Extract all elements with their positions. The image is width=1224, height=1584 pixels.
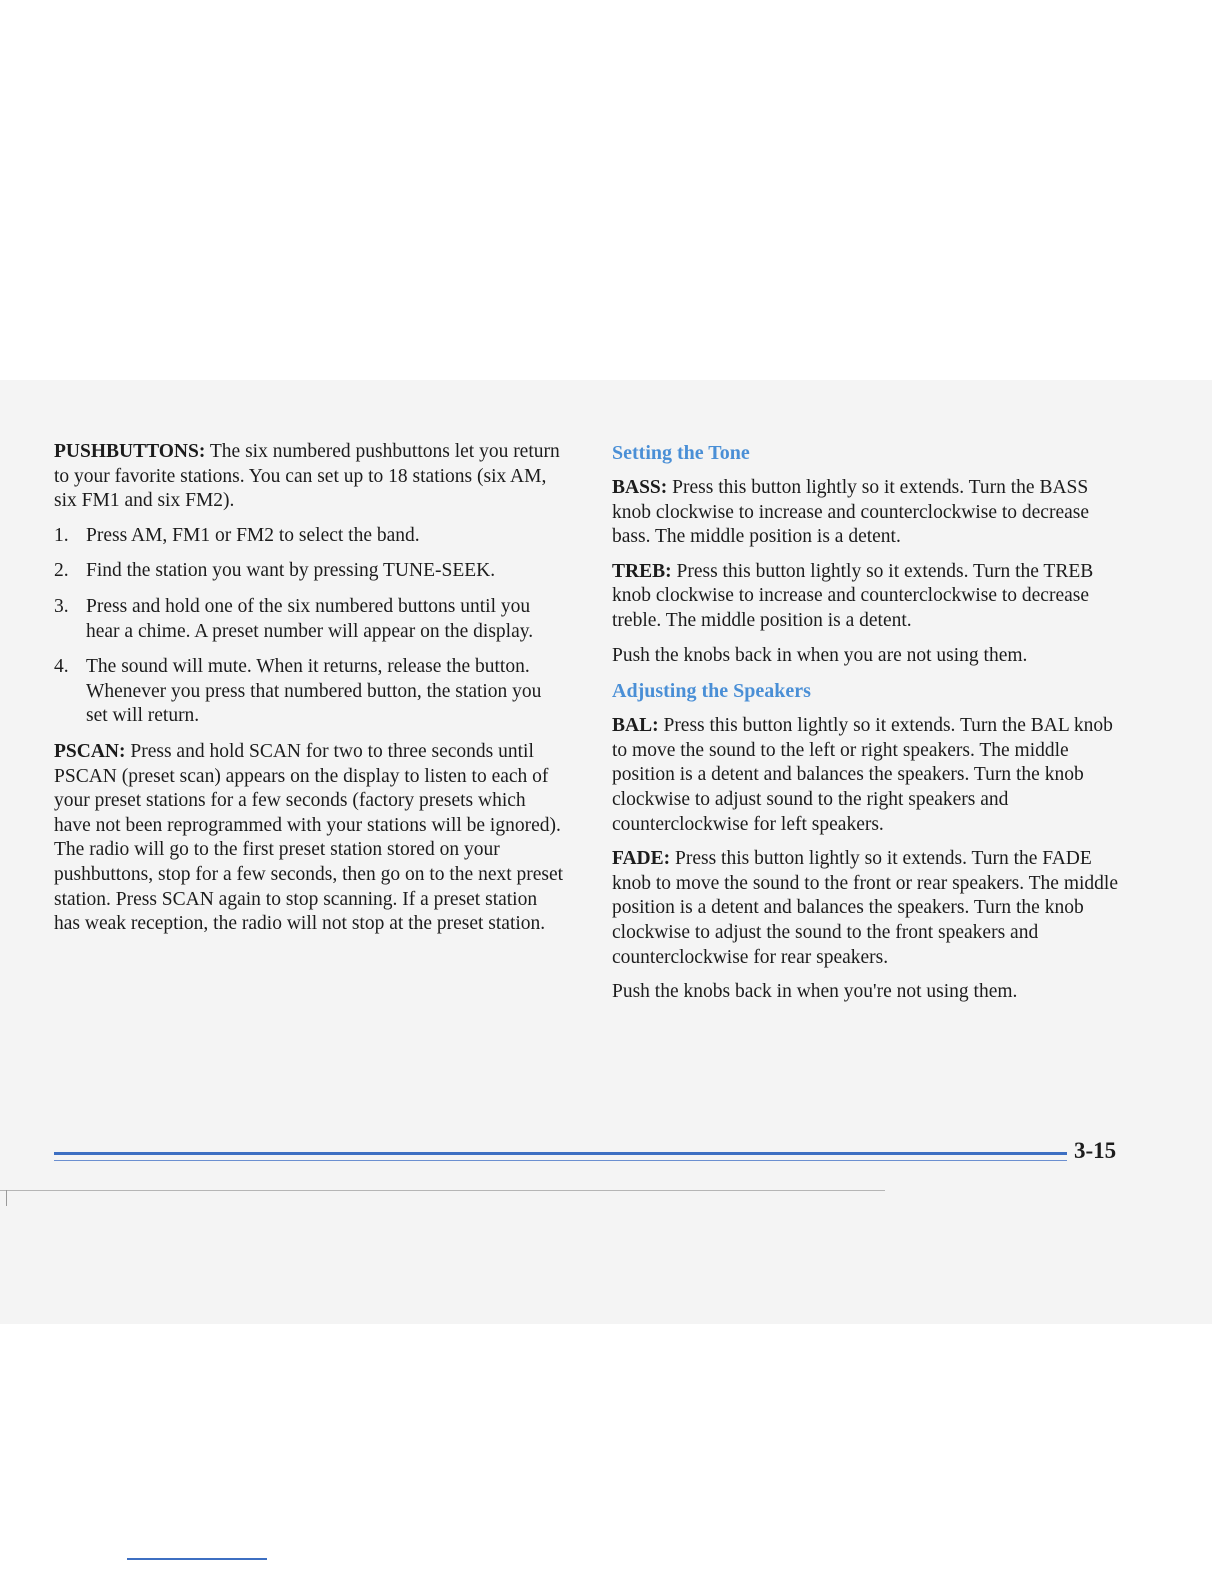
list-item xyxy=(54,559,566,584)
fade-text: Press this button lightly so it extends. Turn the FADE knob to move the sound to the front or rear speakers. The middle position is a detent and balances the speakers. Turn the knob clockwise to adjust the sound to the front speakers and counterclockwise for rear speakers. xyxy=(612,848,1118,968)
pushbuttons-paragraph xyxy=(54,440,566,514)
footer-rule xyxy=(54,1152,1067,1155)
pscan-term: PSCAN: xyxy=(54,740,126,762)
treb-paragraph xyxy=(612,560,1132,634)
right-column xyxy=(612,440,1132,1015)
bass-text: Press this button lightly so it extends. Turn the BASS knob clockwise to increase and counterclockwise to decrease bass. The middle position is a detent. xyxy=(612,477,1090,548)
footer-rule-thin xyxy=(54,1160,1067,1161)
treb-text: Press this button lightly so it extends. Turn the TREB knob clockwise to increase and counterclockwise to decrease treble. The middle position is a detent. xyxy=(612,560,1094,631)
pscan-text: Press and hold SCAN for two to three seconds until PSCAN (preset scan) appears on the display to listen to each of your preset stations for a few seconds (factory presets which have not been reprogrammed with your stations will be ignored). The radio will go to the first preset station stored on your pushbuttons, stop for a few seconds, then go on to the next preset station. Press SCAN again to stop scanning. If a preset station has weak reception, the radio will not stop at the preset station. xyxy=(54,740,564,935)
pushbuttons-term: PUSHBUTTONS: xyxy=(54,441,206,462)
treb-term: TREB: xyxy=(612,560,672,582)
bal-term: BAL: xyxy=(612,715,659,737)
fade-term: FADE: xyxy=(612,848,671,870)
bass-term: BASS: xyxy=(612,477,668,498)
bal-paragraph xyxy=(612,714,1132,837)
step-text: Press AM, FM1 or FM2 to select the band. xyxy=(86,524,420,546)
bass-paragraph xyxy=(612,476,1132,550)
page-number: 3-15 xyxy=(1074,1138,1117,1163)
scan-edge-tick xyxy=(6,1190,7,1206)
pscan-paragraph xyxy=(54,740,566,937)
step-text: The sound will mute. When it returns, release the button. Whenever you press that numbered button, the station you set will return. xyxy=(86,656,542,727)
tone-note: Push the knobs back in when you are not using them. xyxy=(612,644,1028,666)
step-number: 3. xyxy=(54,595,69,617)
speakers-note: Push the knobs back in when you're not using them. xyxy=(612,981,1018,1003)
speakers-heading: Adjusting the Speakers xyxy=(612,680,811,703)
step-text: Find the station you want by pressing TUNE-SEEK. xyxy=(86,560,496,582)
list-item xyxy=(54,595,566,644)
step-number: 4. xyxy=(54,656,69,678)
pushbuttons-text: The six numbered pushbuttons let you return to your favorite stations. You can set up to 18 stations (six AM, six FM1 and six FM2). xyxy=(54,441,560,512)
step-number: 2. xyxy=(54,560,69,582)
steps-list xyxy=(54,524,566,729)
scan-edge-line xyxy=(0,1190,885,1191)
left-column xyxy=(54,440,566,947)
tone-heading: Setting the Tone xyxy=(612,442,750,464)
bal-text: Press this button lightly so it extends. Turn the BAL knob to move the sound to the left or right speakers. The middle position is a detent and balances the speakers. Turn the knob clockwise to adjust sound to the right speakers and counterclockwise for left speakers. xyxy=(612,715,1113,835)
list-item xyxy=(54,524,566,549)
list-item xyxy=(54,655,566,729)
step-number: 1. xyxy=(54,524,69,546)
step-text: Press and hold one of the six numbered buttons until you hear a chime. A preset number will appear on the display. xyxy=(86,595,534,642)
bottom-mark xyxy=(127,1558,267,1560)
fade-paragraph xyxy=(612,847,1132,970)
